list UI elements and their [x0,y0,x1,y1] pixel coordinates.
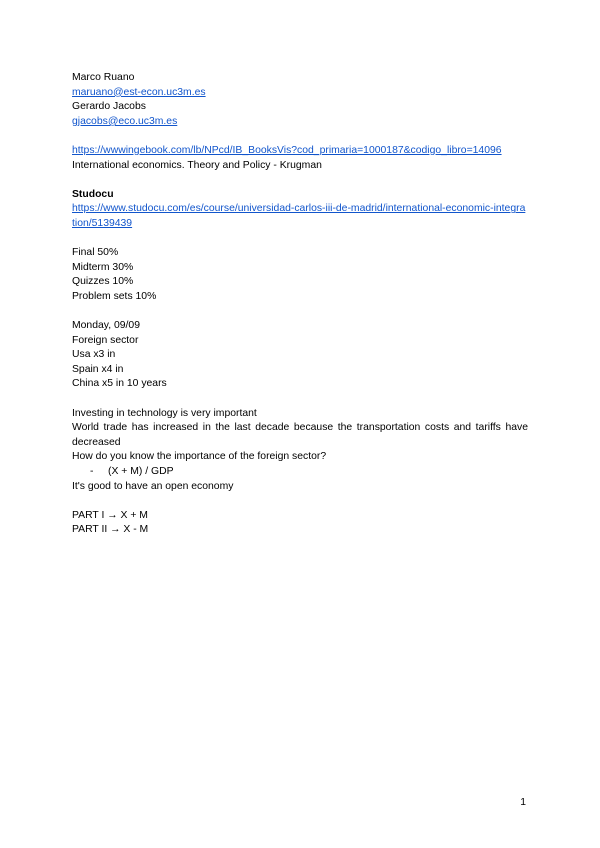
contact-email-link-2[interactable]: gjacobs@eco.uc3m.es [72,115,178,127]
session-line: Spain x4 in [72,363,124,375]
grading-item: Quizzes 10% [72,276,134,288]
page-number: 1 [520,797,526,808]
session-topic: Foreign sector [72,334,139,346]
spacer [72,392,528,407]
contact-email-link-1[interactable]: maruano@est-econ.uc3m.es [72,86,206,98]
spacer [72,129,528,144]
part-line: PART II → X - M [72,524,149,536]
contact-name-2: Gerardo Jacobs [72,101,146,113]
book-title: International economics. Theory and Policy - Krugman [72,159,322,171]
bullet-dash: - [90,466,94,478]
session-line: Usa x3 in [72,349,116,361]
document-body [72,71,528,538]
studocu-heading: Studocu [72,188,114,200]
book-link[interactable]: https://wwwingebook.com/lb/NPcd/IB_BooksVis?cod_primaria=1000187&codigo_libro=14096 [72,144,502,156]
contact-name-1: Marco Ruano [72,72,135,83]
grading-item: Midterm 30% [72,261,134,273]
note-line: It's good to have an open economy [72,480,234,492]
note-line: World trade has increased in the last decade because the transportation costs and tariffs have decreased [72,422,528,448]
bullet-item [72,465,528,480]
spacer [72,173,528,188]
spacer [72,232,528,247]
spacer [72,305,528,320]
part-line: PART I → X + M [72,509,148,521]
note-line: How do you know the importance of the foreign sector? [72,451,327,463]
grading-item: Final 50% [72,247,119,259]
grading-item: Problem sets 10% [72,290,157,302]
note-line: Investing in technology is very important [72,407,257,419]
studocu-link[interactable]: https://www.studocu.com/es/course/universidad-carlos-iii-de-madrid/international-economic-integration/5139439 [72,203,526,229]
session-date: Monday, 09/09 [72,320,140,332]
spacer [72,494,528,509]
bullet-text: (X + M) / GDP [108,466,174,478]
session-line: China x5 in 10 years [72,378,167,390]
